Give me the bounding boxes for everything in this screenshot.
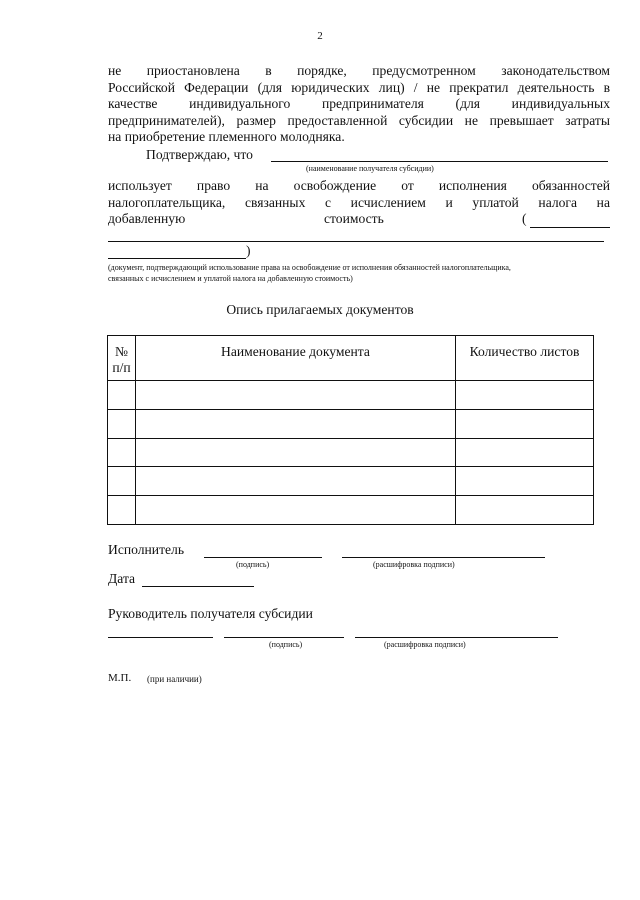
vat-line: налогоплательщика, связанных с исчислением и уплатой налога на bbox=[108, 194, 610, 210]
table-row bbox=[108, 496, 594, 525]
vat-stoimost: стоимость bbox=[324, 211, 384, 226]
intro-paragraph bbox=[108, 63, 610, 146]
close-paren: ) bbox=[246, 243, 251, 258]
table-row bbox=[108, 409, 594, 438]
header-sheet-count: Количество листов bbox=[456, 336, 594, 381]
stamp-note: (при наличии) bbox=[147, 674, 202, 684]
table-row bbox=[108, 381, 594, 410]
open-paren: ( bbox=[522, 211, 527, 226]
head-decoding-line[interactable] bbox=[355, 637, 558, 638]
cell-document-name[interactable] bbox=[136, 438, 456, 467]
cell-document-name[interactable] bbox=[136, 467, 456, 496]
intro-line: качестве индивидуального предпринимателя (для индивидуальных bbox=[108, 96, 610, 111]
intro-line: не приостановлена в порядке, предусмотренном законодательством bbox=[108, 63, 610, 78]
vat-document-line-2[interactable] bbox=[108, 241, 604, 242]
date-line[interactable] bbox=[142, 586, 254, 587]
stamp-label: М.П. bbox=[108, 672, 132, 684]
cell-number[interactable] bbox=[108, 467, 136, 496]
recipient-name-caption: (наименование получателя субсидии) bbox=[306, 164, 434, 173]
vat-document-line-1[interactable] bbox=[530, 227, 610, 228]
executor-label: Исполнитель bbox=[108, 542, 185, 557]
executor-signature-line[interactable] bbox=[204, 557, 322, 558]
vat-paragraph bbox=[108, 178, 610, 211]
documents-title: Опись прилагаемых документов bbox=[226, 302, 414, 317]
intro-line: предпринимателей), размер предоставленной субсидии не превышает затраты bbox=[108, 112, 610, 128]
cell-sheet-count[interactable] bbox=[456, 467, 594, 496]
executor-decoding-caption: (расшифровка подписи) bbox=[373, 560, 455, 569]
header-document-name: Наименование документа bbox=[136, 336, 456, 381]
header-number-line2: п/п bbox=[112, 360, 131, 375]
vat-document-caption bbox=[108, 262, 608, 284]
vat-caption-line: связанных с исчислением и уплатой налога на добавленную стоимость) bbox=[108, 274, 353, 283]
cell-number[interactable] bbox=[108, 496, 136, 525]
table-row bbox=[108, 438, 594, 467]
head-decoding-caption: (расшифровка подписи) bbox=[384, 640, 466, 649]
intro-line: на приобретение племенного молодняка. bbox=[108, 129, 345, 144]
cell-document-name[interactable] bbox=[136, 496, 456, 525]
cell-document-name[interactable] bbox=[136, 381, 456, 410]
vat-last-word: добавленную bbox=[108, 211, 186, 226]
cell-number[interactable] bbox=[108, 438, 136, 467]
executor-decoding-line[interactable] bbox=[342, 557, 545, 558]
cell-sheet-count[interactable] bbox=[456, 409, 594, 438]
head-signature-caption: (подпись) bbox=[269, 640, 303, 649]
date-label: Дата bbox=[108, 571, 136, 586]
page-number: 2 bbox=[317, 30, 323, 42]
vat-line: использует право на освобождение от исполнения обязанностей bbox=[108, 178, 610, 193]
cell-number[interactable] bbox=[108, 409, 136, 438]
table-row bbox=[108, 467, 594, 496]
head-label: Руководитель получателя субсидии bbox=[108, 606, 313, 621]
table-header-row bbox=[108, 336, 594, 381]
cell-sheet-count[interactable] bbox=[456, 438, 594, 467]
cell-sheet-count[interactable] bbox=[456, 496, 594, 525]
head-signature-line[interactable] bbox=[224, 637, 344, 638]
vat-caption-line: (документ, подтверждающий использование права на освобождение от исполнения обязанностей налогоплательщика, bbox=[108, 263, 511, 272]
documents-table bbox=[107, 335, 594, 525]
header-number bbox=[108, 336, 136, 381]
cell-sheet-count[interactable] bbox=[456, 381, 594, 410]
header-number-line1: № bbox=[115, 344, 128, 359]
cell-number[interactable] bbox=[108, 381, 136, 410]
vat-document-line-3[interactable] bbox=[108, 258, 246, 259]
recipient-name-line[interactable] bbox=[271, 161, 608, 162]
executor-signature-caption: (подпись) bbox=[236, 560, 270, 569]
cell-document-name[interactable] bbox=[136, 409, 456, 438]
head-line-1[interactable] bbox=[108, 637, 213, 638]
confirm-text: Подтверждаю, что bbox=[146, 147, 253, 162]
intro-line: Российской Федерации (для юридических лиц) / не прекратил деятельность в bbox=[108, 79, 610, 95]
